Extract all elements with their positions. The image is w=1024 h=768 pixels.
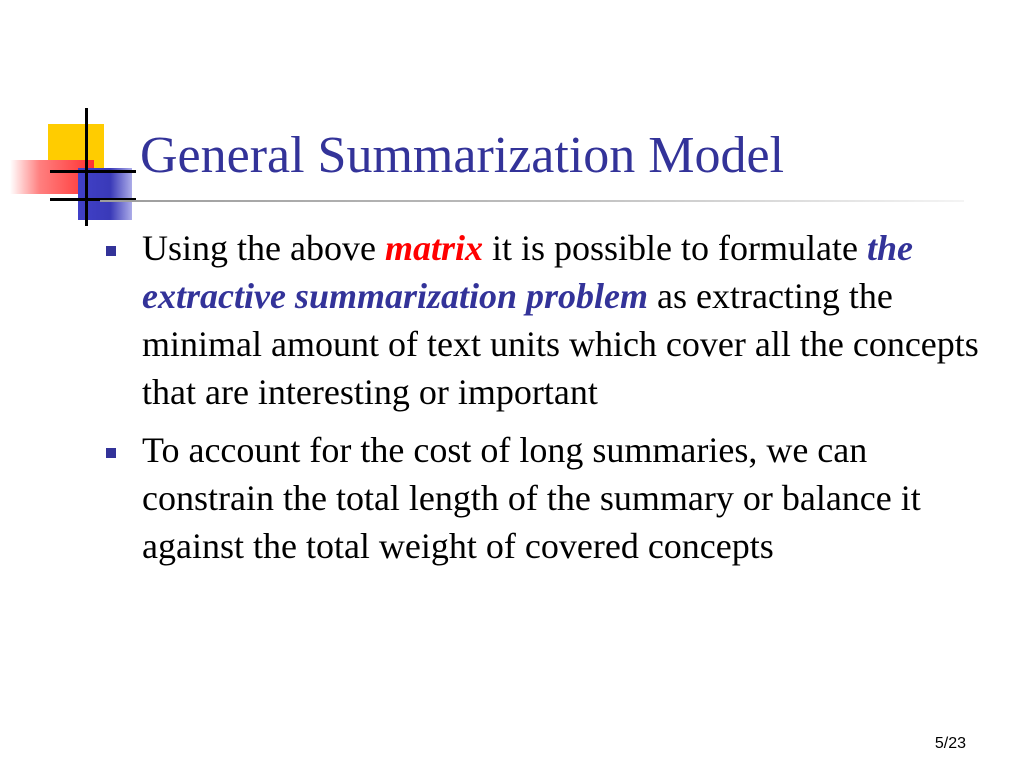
emphasis-matrix: matrix bbox=[384, 228, 483, 268]
page-number: 5/23 bbox=[934, 735, 966, 752]
horizontal-line-shape bbox=[50, 170, 136, 173]
bullet-text-segment: it is possible to formulate bbox=[482, 228, 867, 268]
slide-logo-decoration bbox=[0, 0, 150, 240]
bullet-item bbox=[100, 426, 1000, 570]
slide-title: General Summarization Model bbox=[140, 127, 785, 184]
square-bullet-icon bbox=[106, 246, 116, 256]
vertical-line-shape bbox=[85, 108, 88, 226]
bullet-text bbox=[142, 430, 921, 566]
bullet-item bbox=[100, 224, 1000, 416]
bullet-list bbox=[100, 224, 1000, 580]
bullet-text-segment: To account for the cost of long summaries, we can constrain the total length of the summary or balance it against the total weight of covered concepts bbox=[142, 430, 921, 566]
bullet-text-segment: Using the above bbox=[142, 228, 385, 268]
title-divider bbox=[100, 200, 964, 202]
bullet-text-segment: as extracting the minimal amount of text units which cover all the concepts that are interesting or important bbox=[142, 276, 979, 412]
square-bullet-icon bbox=[106, 448, 116, 458]
emphasis-problem-term: the extractive summarization problem bbox=[142, 228, 913, 316]
bullet-text bbox=[142, 228, 979, 412]
